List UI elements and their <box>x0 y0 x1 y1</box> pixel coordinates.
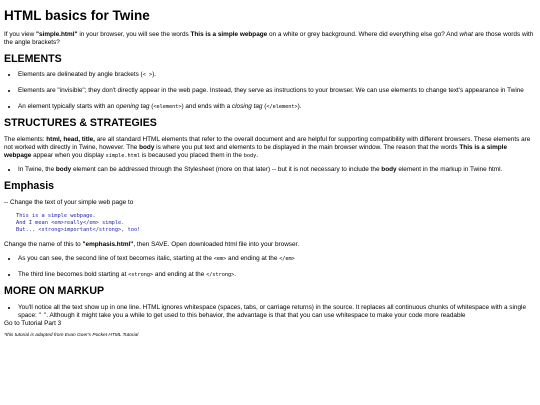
intro-paragraph <box>4 31 536 47</box>
structures-list <box>4 166 536 174</box>
para-text: . <box>256 152 259 160</box>
credit-note: *this tutorial is adapted from Evan Goer's Pocket HTML Tutorial <box>4 332 139 338</box>
code-line: And I mean <em>really</em> simple. <box>16 219 125 226</box>
list-item <box>18 103 536 111</box>
para-text: is where you put text and elements to be displayed in the main browser window. The reason that the words <box>154 144 460 152</box>
intro-bold-phrase: This is a simple webpage <box>190 30 268 38</box>
para-text: , then SAVE. Open downloaded html file into your browser. <box>133 241 300 249</box>
intro-text: on a white or grey background. Where did everything else go? And <box>267 30 460 38</box>
structures-paragraph <box>4 136 536 160</box>
bold-term: html, head, title, <box>46 136 95 144</box>
inline-code: body <box>243 153 257 160</box>
inline-code: <element> <box>153 104 182 111</box>
para-text: appear when you display <box>31 152 106 160</box>
markup-list <box>4 304 536 320</box>
intro-filename: "simple.html" <box>35 30 78 38</box>
page-title: HTML basics for Twine <box>4 8 150 23</box>
intro-text: in your browser, you will see the words <box>77 30 191 38</box>
bold-term: This is a simple webpage <box>4 144 507 160</box>
item-text: As you can see, the second line of text becomes italic, starting at the <box>18 255 214 263</box>
emphasis-list <box>4 255 536 279</box>
section-heading-emphasis: Emphasis <box>4 180 55 193</box>
item-text: and ending at the <box>226 255 280 263</box>
intro-text: are those words with the angle brackets? <box>4 30 534 46</box>
item-text: In Twine, the <box>18 166 56 174</box>
list-item <box>18 271 536 279</box>
para-text: Change the name of this to <box>4 241 83 249</box>
item-text: An element typically starts with an <box>18 103 117 111</box>
elements-list <box>4 71 536 111</box>
list-item <box>18 71 536 79</box>
item-text: and ending at the <box>153 271 207 279</box>
inline-code: </element> <box>266 104 298 111</box>
next-part-link[interactable]: Go to Tutorial Part 3 <box>4 319 62 327</box>
italic-term: opening tag <box>116 103 150 111</box>
emphasis-instructions <box>4 241 536 249</box>
bold-term: body <box>55 166 72 174</box>
code-line: This is a simple webpage. <box>16 212 96 219</box>
section-heading-structures: STRUCTURES & STRATEGIES <box>4 117 157 130</box>
item-text: The third line becomes bold starting at <box>18 271 129 279</box>
item-text: ( <box>262 103 267 111</box>
list-item <box>18 255 536 263</box>
item-text: You'll notice all the text show up in one line. HTML ignores whitespace (spaces, tabs, or carriage returns) in the source. It replaces all continuous chunks of whitespace with a single space: " <box>18 303 527 319</box>
intro-italic-word: what <box>459 30 473 38</box>
italic-term: closing tag <box>231 103 263 111</box>
item-text: ) and ends with a <box>181 103 232 111</box>
inline-code: </em> <box>279 256 295 263</box>
bold-term: body <box>139 144 155 152</box>
bold-filename: "emphasis.html" <box>82 241 134 249</box>
inline-code: </strong> <box>206 272 235 279</box>
section-heading-markup: MORE ON MARKUP <box>4 285 105 298</box>
emphasis-intro: -- Change the text of your simple web page to <box>4 198 134 206</box>
inline-code: simple.html <box>105 153 140 160</box>
item-text: ". Although it might take you a while to get used to this behavior, the advantage is that that you can use whitespace to make your code more readable <box>44 311 466 319</box>
para-text: is becaused you placed them in the <box>139 152 244 160</box>
inline-code: <em> <box>213 256 227 263</box>
item-text: Elements are "invisible"; they don't directly appear in the web page. Instead, they serve as instructions to your browser. We can use elements to change text's appearance in Twine <box>18 87 524 95</box>
list-item <box>18 166 536 174</box>
item-text: ). <box>297 103 302 111</box>
item-text: element in the markup in Twine html. <box>396 166 503 174</box>
item-text: . <box>234 271 236 279</box>
list-item <box>18 87 536 95</box>
item-text: ( <box>149 103 154 111</box>
para-text: The elements: <box>4 136 47 144</box>
item-text: element can be addressed through the Stylesheet (more on that later) -- but it is not necessary to include the <box>71 166 382 174</box>
item-text: ). <box>152 71 156 79</box>
item-text: Elements are delineated by angle brackets ( <box>18 71 143 79</box>
section-heading-elements: ELEMENTS <box>4 52 62 65</box>
para-text: are all standard HTML elements that refer to the overall document and are helpful for supporting compatibility with different browsers. These elements are not worked with directly in Twine, however. The <box>4 136 531 152</box>
code-example <box>16 213 536 234</box>
list-item <box>18 304 536 320</box>
inline-code: < > <box>142 72 153 79</box>
inline-code: <strong> <box>128 272 154 279</box>
code-line: But... <strong>important</strong>, too! <box>16 227 141 234</box>
bold-term: body <box>381 166 397 174</box>
intro-text: If you view <box>4 30 36 38</box>
